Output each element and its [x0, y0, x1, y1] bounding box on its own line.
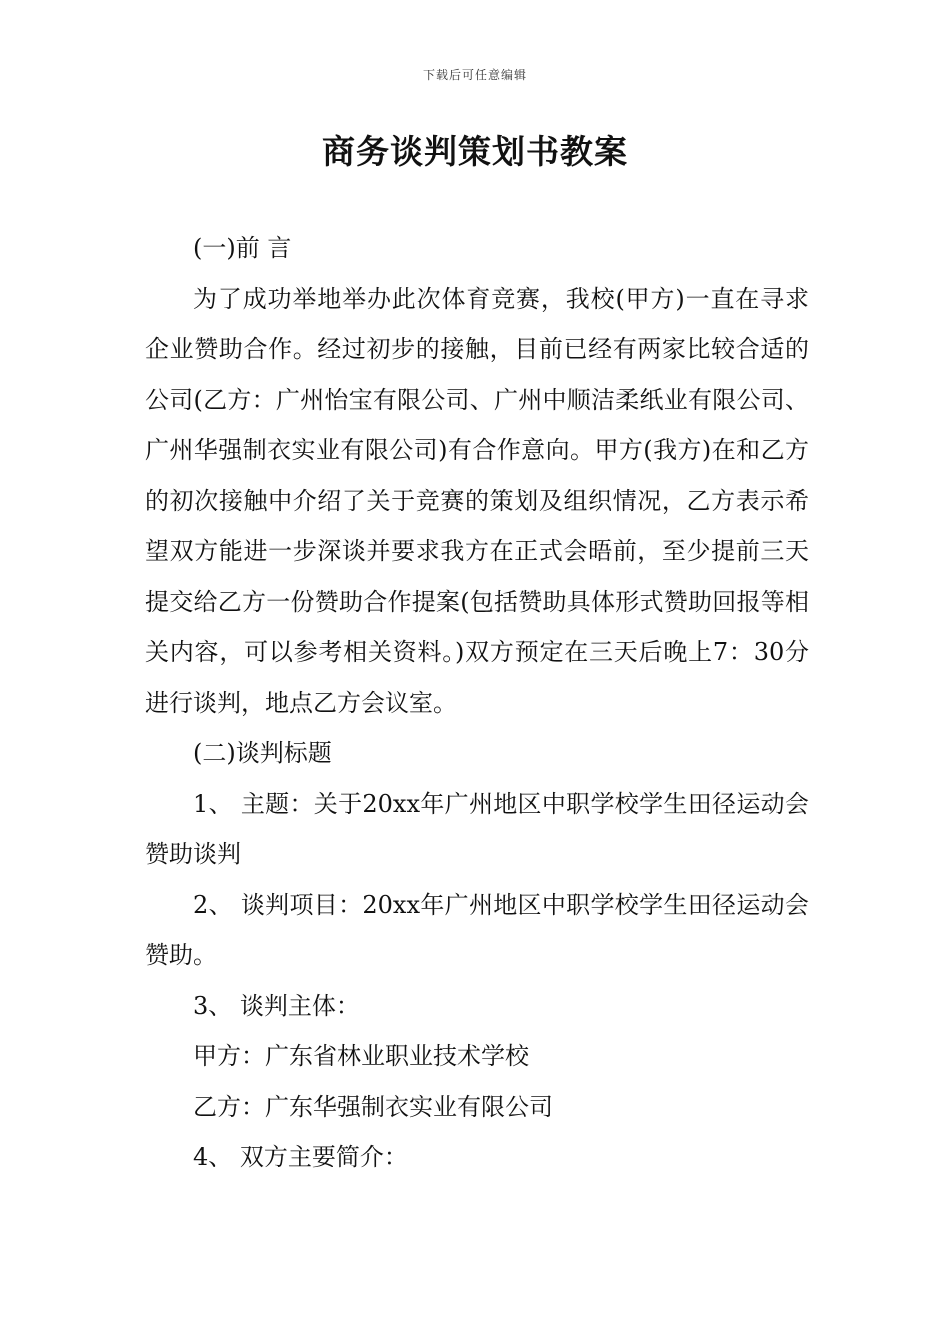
section-heading-preface: (一)前 言 — [193, 234, 292, 262]
party-line: 甲方：广东省林业职业技术学校 — [193, 1042, 529, 1070]
document-title: 商务谈判策划书教案 — [322, 132, 628, 171]
header-note: 下载后可任意编辑 — [422, 68, 527, 82]
section-heading-topic: (二)谈判标题 — [193, 739, 332, 767]
list-item: 2、 谈判项目：20xx年广州地区中职学校学生田径运动会赞助。 — [145, 890, 809, 969]
document-body — [145, 223, 809, 1183]
list-item: 1、 主题：关于20xx年广州地区中职学校学生田径运动会赞助谈判 — [145, 789, 809, 868]
list-item: 4、 双方主要简介： — [193, 1143, 408, 1171]
party-line: 乙方：广东华强制衣实业有限公司 — [193, 1092, 553, 1121]
list-item: 3、 谈判主体： — [193, 991, 360, 1020]
body-paragraph: 为了成功举地举办此次体育竞赛，我校(甲方)一直在寻求企业赞助合作。经过初步的接触，目前已经有两家比较合适的公司(乙方：广州怡宝有限公司、广州中顺洁柔纸业有限公司、广州华强制衣实业有限公司)有合作意向。甲方(我方)在和乙方的初次接触中介绍了关于竞赛的策划及组织情况，乙方表示希望双方能进一步深谈并要求我方在正式会晤前，至少提前三天提交给乙方一份赞助合作提案(包括赞助具体形式赞助回报等相关内容，可以参考相关资料。)双方预定在三天后晚上7：30分进行谈判，地点乙方会议室。 — [145, 284, 809, 717]
